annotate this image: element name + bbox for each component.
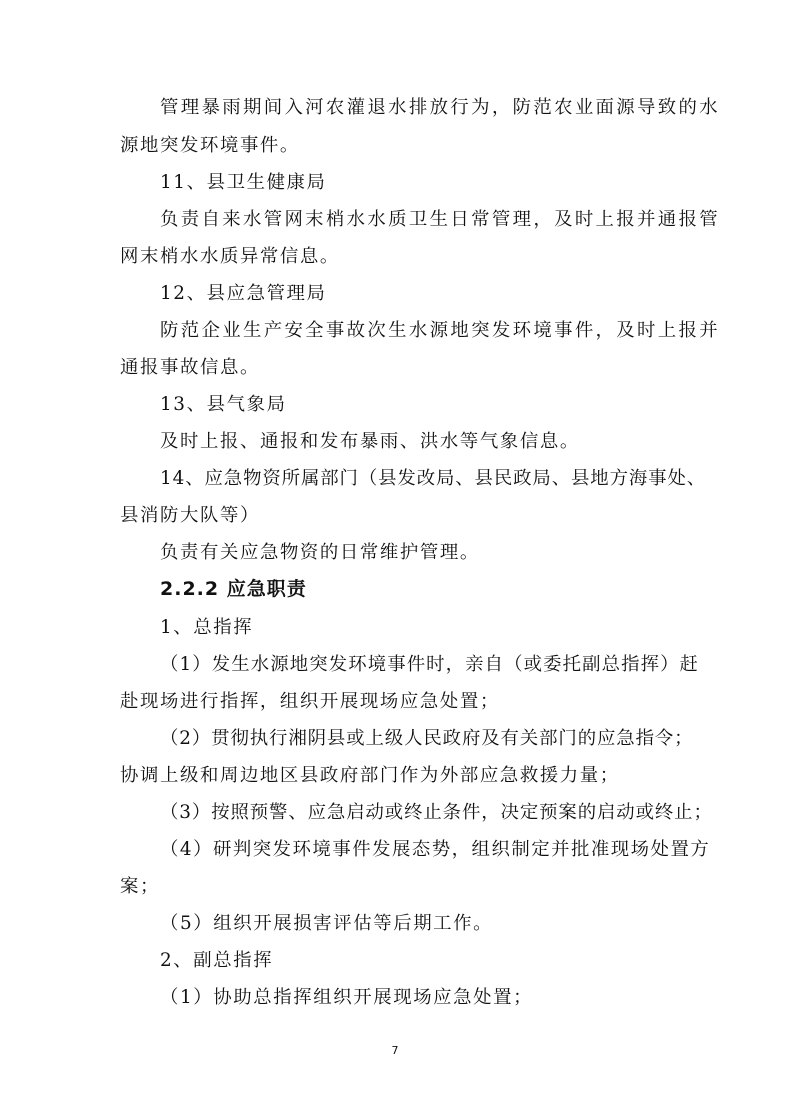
section-item-title: 12、县应急管理局 xyxy=(160,283,327,304)
paragraph-line: 管理暴雨期间入河农灌退水排放行为，防范农业面源导致的水 xyxy=(160,97,720,118)
paragraph-line: （4）研判突发环境事件发展态势，组织制定并批准现场处置方 xyxy=(160,839,711,860)
paragraph-line: 源地突发环境事件。 xyxy=(120,135,300,156)
paragraph-line: 防范企业生产安全事故次生水源地突发环境事件，及时上报并 xyxy=(160,320,720,341)
section-item-title: 14、应急物资所属部门（县发改局、县民政局、县地方海事处、 xyxy=(160,468,707,489)
paragraph-line: （2）贯彻执行湘阴县或上级人民政府及有关部门的应急指令； xyxy=(160,728,694,749)
paragraph-line: （3）按照预警、应急启动或终止条件，决定预案的启动或终止； xyxy=(160,802,713,823)
paragraph-line: 网末梢水水质异常信息。 xyxy=(120,246,340,267)
paragraph-line: 负责自来水管网末梢水水质卫生日常管理，及时上报并通报管 xyxy=(160,209,720,230)
paragraph-line: （1）协助总指挥组织开展现场应急处置； xyxy=(160,987,534,1008)
section-item-title: 1、总指挥 xyxy=(160,617,254,638)
paragraph-line: 案； xyxy=(120,876,160,897)
section-item-title: 11、县卫生健康局 xyxy=(160,172,327,193)
paragraph-line: 及时上报、通报和发布暴雨、洪水等气象信息。 xyxy=(160,431,580,452)
section-item-title: 2、副总指挥 xyxy=(160,950,274,971)
section-item-title: 13、县气象局 xyxy=(160,394,287,415)
section-heading: 2.2.2 应急职责 xyxy=(160,578,307,600)
paragraph-line: （1）发生水源地突发环境事件时，亲自（或委托副总指挥）赶 xyxy=(160,654,700,675)
paragraph-line: 通报事故信息。 xyxy=(120,357,260,378)
page-number: 7 xyxy=(391,1044,399,1057)
paragraph-line: 协调上级和周边地区县政府部门作为外部应急救援力量； xyxy=(120,765,620,786)
paragraph-line: 县消防大队等） xyxy=(120,505,260,526)
paragraph-line: 赴现场进行指挥，组织开展现场应急处置； xyxy=(120,691,500,712)
paragraph-line: 负责有关应急物资的日常维护管理。 xyxy=(160,542,480,563)
paragraph-line: （5）组织开展损害评估等后期工作。 xyxy=(160,913,494,934)
